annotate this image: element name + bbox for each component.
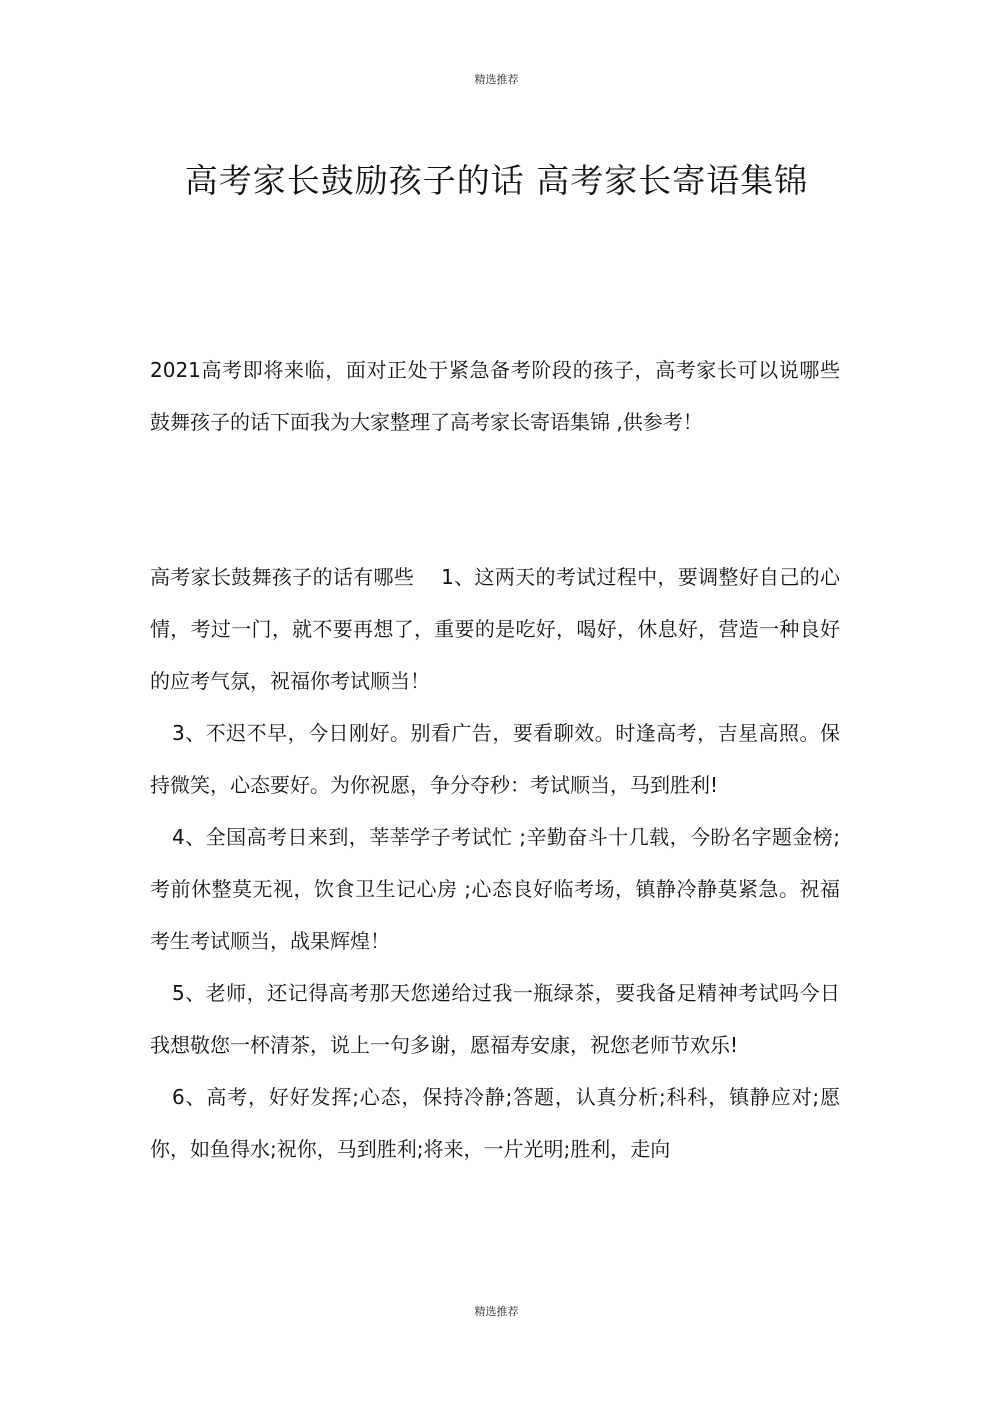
intro-block — [150, 344, 840, 448]
paragraph-6: 6、高考，好好发挥;心态，保持冷静;答题，认真分析;科科，镇静应对;愿你，如鱼得水;祝你，马到胜利;将来，一片光明;胜利，走向 — [150, 1085, 840, 1161]
paragraph-1: 高考家长鼓舞孩子的话有哪些 1、这两天的考试过程中，要调整好自己的心情，考过一门，就不要再想了，重要的是吃好，喝好，休息好，营造一种良好的应考气氛，祝福你考试顺当！ — [150, 565, 840, 693]
intro-paragraph: 2021高考即将来临，面对正处于紧急备考阶段的孩子，高考家长可以说哪些鼓舞孩子的话下面我为大家整理了高考家长寄语集锦 ,供参考！ — [150, 358, 840, 434]
header-mark: 精选推荐 — [474, 73, 519, 86]
footer-mark: 精选推荐 — [474, 1305, 519, 1318]
paragraph-5: 5、老师，还记得高考那天您递给过我一瓶绿茶，要我备足精神考试吗今日我想敬您一杯清茶，说上一句多谢，愿福寿安康，祝您老师节欢乐! — [150, 981, 840, 1057]
paragraph-4: 4、全国高考日来到，莘莘学子考试忙 ;辛勤奋斗十几载，今盼名字题金榜;考前休整莫无视，饮食卫生记心房 ;心态良好临考场，镇静冷静莫紧急。祝福考生考试顺当，战果辉煌！ — [150, 825, 840, 953]
document-title: 高考家长鼓励孩子的话 高考家长寄语集锦 — [184, 161, 809, 200]
paragraph-3: 3、不迟不早，今日刚好。别看广告，要看聊效。时逢高考，吉星高照。保持微笑，心态要好。为你祝愿，争分夺秒：考试顺当，马到胜利! — [150, 721, 840, 797]
message-list — [150, 551, 840, 1175]
